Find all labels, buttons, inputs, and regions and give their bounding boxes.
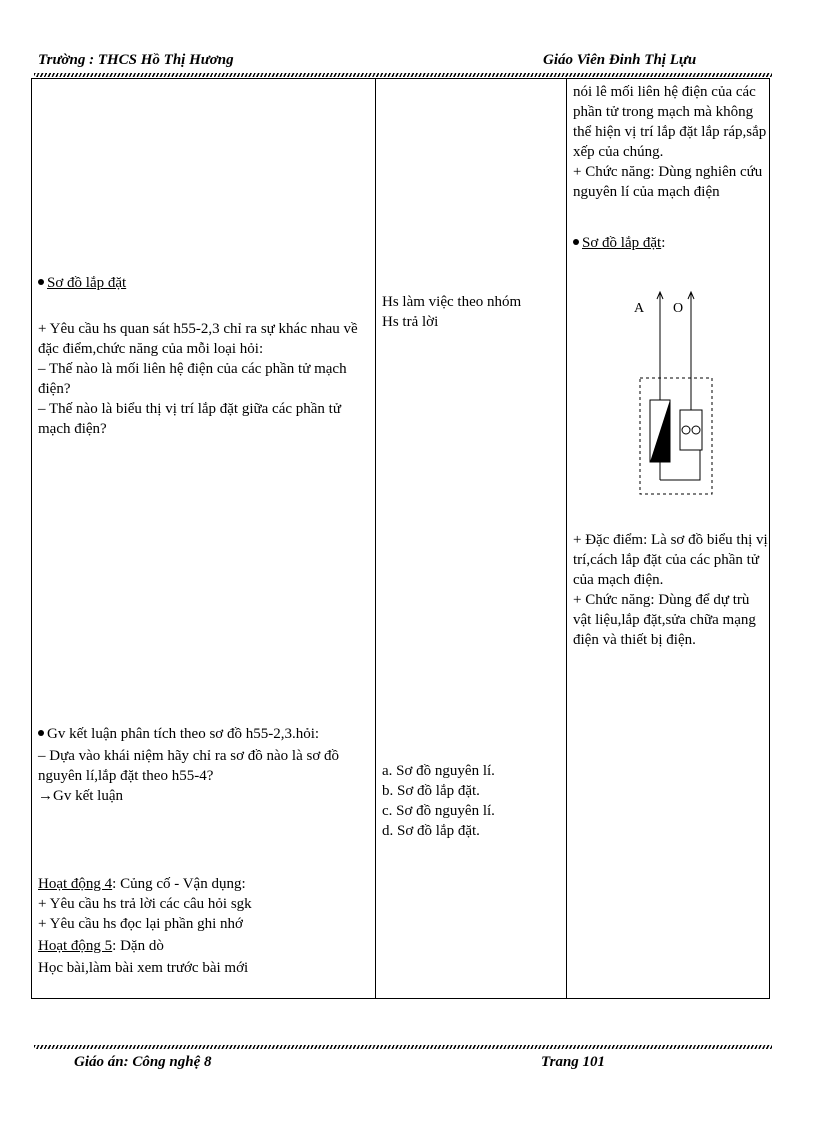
column-divider-2 [566, 78, 567, 999]
col1-activity4: Hoạt động 4: Củng cố - Vận dụng: [38, 876, 246, 892]
column-divider-1 [375, 78, 376, 999]
installation-diagram [620, 284, 730, 504]
col3-section-title: Sơ đồ lắp đặt: [573, 233, 768, 253]
footer-page: Trang 101 [541, 1054, 606, 1070]
col3-bottom-text: + Đặc điểm: Là sơ đồ biểu thị vị trí,cách lắp đặt của các phần tử của mạch điện. + Chức năng: Dùng để dự trù vật liệu,lắp đặt,sửa chữa mạng điện và thiết bị điện. [573, 532, 768, 648]
col1-conclusion-rest: – Dựa vào khái niệm hãy chỉ ra sơ đồ nào là sơ đồ nguyên lí,lắp đặt theo h55-4? →Gv kết luận [38, 748, 340, 804]
col1-request: + Yêu cầu hs quan sát h55-2,3 chỉ ra sự khác nhau về đặc điểm,chức năng của mỗi loại hỏi: – Thế nào là mối liên hệ điện của các phần tử mạch điện? – Thế nào là biểu thị vị trí lắp đặt giữa các phần tử mạch điện? [38, 321, 358, 437]
header-school: Trường : THCS Hồ Thị Hương [38, 52, 234, 68]
footer-subject: Giáo án: Công nghệ 8 [74, 1054, 212, 1070]
col2-group-work: Hs làm việc theo nhóm Hs trả lời [382, 294, 522, 330]
col3-top-text: nói lê mối liên hệ điện của các phần tử trong mạch mà không thể hiện vị trí lắp đặt lắp ráp,sắp xếp của chúng. + Chức năng: Dùng nghiên cứu nguyên lí của mạch điện [573, 84, 767, 200]
socket-icon [680, 410, 702, 450]
bullet-icon [573, 239, 579, 245]
bullet-icon [38, 279, 44, 285]
col1-activity4-items: + Yêu cầu hs trả lời các câu hỏi sgk + Yêu cầu hs đọc lại phần ghi nhớ [38, 896, 252, 932]
bullet-icon [38, 730, 44, 736]
label-o: O [673, 301, 684, 316]
col1-homework: Học bài,làm bài xem trước bài mới [38, 960, 249, 976]
col1-activity5: Hoạt động 5: Dặn dò [38, 938, 164, 954]
col1-conclusion-intro: Gv kết luận phân tích theo sơ đồ h55-2,3.hỏi: [38, 724, 372, 744]
header-teacher: Giáo Viên Đinh Thị Lựu [543, 52, 697, 68]
header-rule [34, 73, 772, 77]
footer-rule [34, 1045, 772, 1049]
col1-section-title: Sơ đồ lắp đặt [38, 273, 368, 293]
label-a: A [634, 301, 645, 316]
col2-answers: a. Sơ đồ nguyên lí. b. Sơ đồ lắp đặt. c. Sơ đồ nguyên lí. d. Sơ đồ lắp đặt. [382, 763, 495, 839]
